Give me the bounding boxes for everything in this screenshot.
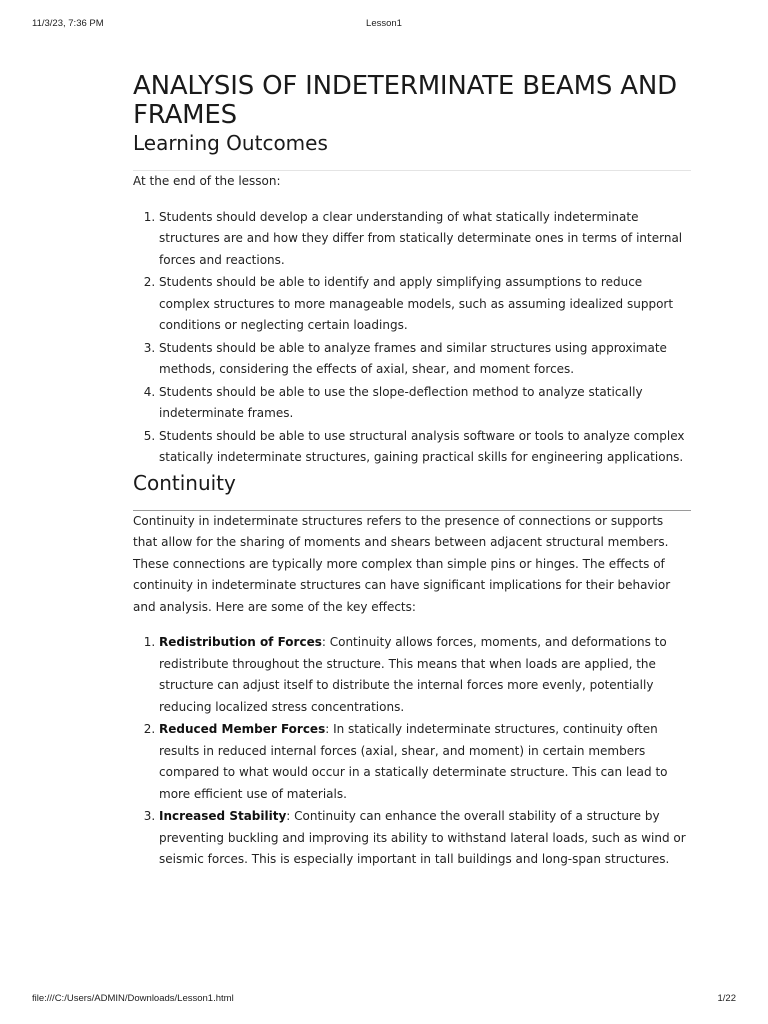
effect-text: : In statically indeterminate structures, continuity often results in reduced internal forces (axial, shear, and moment) in certain members compared to what would occur in a statically determinate structure. This can lead to more efficient use of materials. xyxy=(159,722,668,801)
section-heading-learning-outcomes: Learning Outcomes xyxy=(133,131,328,155)
print-header-title: Lesson1 xyxy=(366,18,402,29)
effect-term: Increased Stability xyxy=(159,809,287,823)
print-footer-path: file:///C:/Users/ADMIN/Downloads/Lesson1.html xyxy=(32,993,234,1004)
print-footer xyxy=(0,993,768,1007)
learning-outcomes-list xyxy=(133,207,691,469)
effect-term: Reduced Member Forces xyxy=(159,722,326,736)
continuity-effects-list xyxy=(133,632,691,871)
learning-outcome-item: 1. Students should develop a clear understanding of what statically indeterminate structures are and how they differ from statically determinate ones in terms of internal forces and reactions. xyxy=(159,207,691,272)
effect-text: : Continuity can enhance the overall stability of a structure by preventing buckling and improving its ability to withstand lateral loads, such as wind or seismic forces. This is especially important in tall buildings and long-span structures. xyxy=(159,809,686,866)
effect-item xyxy=(159,806,691,871)
print-header-datetime: 11/3/23, 7:36 PM xyxy=(32,18,104,29)
print-footer-page-number: 1/22 xyxy=(717,993,736,1004)
section-heading-continuity: Continuity xyxy=(133,470,236,495)
continuity-paragraph: Continuity in indeterminate structures refers to the presence of connections or supports that allow for the sharing of moments and shears between adjacent structural members. These connections are typically more complex than simple pins or hinges. The effects of continuity in indeterminate structures can have significant implications for their behavior and analysis. Here are some of the key effects: xyxy=(133,513,671,614)
effect-term: Redistribution of Forces xyxy=(159,635,322,649)
learning-outcome-item: 5. Students should be able to use structural analysis software or tools to analyze complex statically indeterminate structures, gaining practical skills for engineering applications. xyxy=(159,426,691,469)
effect-item xyxy=(159,632,691,718)
learning-outcome-item: 3. Students should be able to analyze frames and similar structures using approximate methods, considering the effects of axial, shear, and moment forces. xyxy=(159,338,691,381)
document-content xyxy=(133,72,691,872)
document-title: ANALYSIS OF INDETERMINATE BEAMS AND FRAMES xyxy=(133,71,677,130)
effect-text: : Continuity allows forces, moments, and deformations to redistribute throughout the structure. This means that when loads are applied, the structure can adjust itself to distribute the internal forces more evenly, potentially reducing localized stress concentrations. xyxy=(159,635,667,714)
print-header xyxy=(0,18,768,32)
learning-outcome-item: 4. Students should be able to use the slope-deflection method to analyze statically indeterminate frames. xyxy=(159,382,691,425)
learning-outcomes-intro: At the end of the lesson: xyxy=(133,174,281,188)
effect-item xyxy=(159,719,691,805)
learning-outcome-item: 2. Students should be able to identify and apply simplifying assumptions to reduce complex structures to more manageable models, such as assuming idealized support conditions or neglecting certain loadings. xyxy=(159,272,691,337)
